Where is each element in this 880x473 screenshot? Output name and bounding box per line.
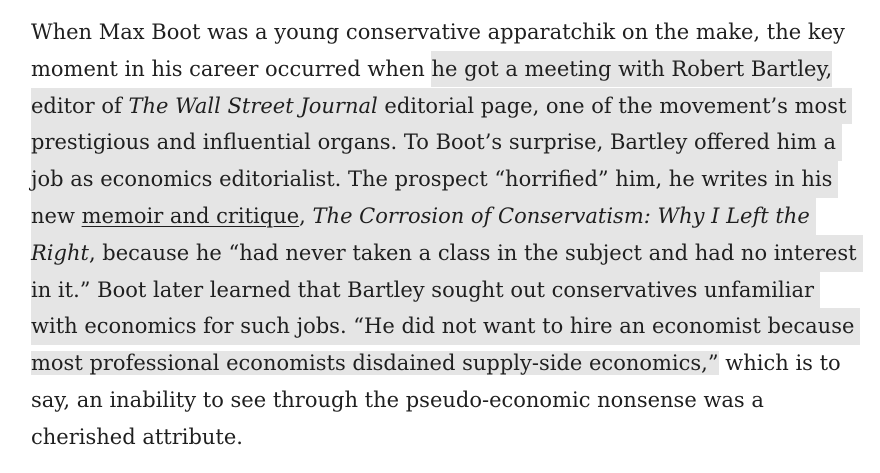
highlighted-text[interactable]: he got a meeting with Robert Bartley, <box>431 51 832 87</box>
highlighted-text[interactable] <box>31 198 816 235</box>
text-line-5 <box>31 161 871 198</box>
plain-text: moment in his career occurred when <box>31 56 432 81</box>
text-line-7 <box>31 235 871 272</box>
highlighted-text[interactable]: in it.” Boot later learned that Bartley sought out conservatives unfamiliar <box>31 272 820 309</box>
text-line-6 <box>31 198 871 235</box>
memoir-link[interactable]: memoir and critique <box>81 203 300 228</box>
text-line-8 <box>31 272 871 309</box>
text-line-10 <box>31 345 871 382</box>
plain-text: When Max Boot was a young conservative apparatchik on the make, the key <box>31 20 845 44</box>
book-title-end: Right <box>31 240 89 265</box>
plain-text: which is to <box>718 351 841 376</box>
highlight-segment: new <box>31 203 82 228</box>
plain-text: say, an inability to see through the pseudo-economic nonsense was a <box>31 387 764 412</box>
plain-text: cherished attribute. <box>31 424 243 449</box>
text-line-11 <box>31 382 871 419</box>
highlight-segment: editor of <box>31 93 129 118</box>
highlighted-text[interactable]: job as economics editorialist. The prospect “horrified” him, he writes in his <box>31 161 838 198</box>
highlight-segment: , because he “had never taken a class in the subject and had no interest <box>88 240 857 265</box>
highlighted-text[interactable] <box>31 235 863 272</box>
highlight-segment: editorial page, one of the movement’s most <box>377 93 847 118</box>
text-line-9 <box>31 308 871 345</box>
text-line-2 <box>31 51 871 88</box>
highlighted-text[interactable]: prestigious and influential organs. To Boot’s surprise, Bartley offered him a <box>31 124 842 161</box>
highlight-segment: , <box>299 203 313 228</box>
highlighted-text[interactable] <box>31 88 852 125</box>
book-title: The Corrosion of Conservatism: Why I Left the <box>312 203 810 228</box>
highlighted-text[interactable]: most professional economists disdained supply-side economics,” <box>31 351 719 376</box>
text-line-4 <box>31 124 871 161</box>
text-line-12 <box>31 419 871 456</box>
publication-title: The Wall Street Journal <box>128 93 378 118</box>
highlighted-text[interactable]: with economics for such jobs. “He did not want to hire an economist because <box>31 308 860 345</box>
text-line-3 <box>31 88 871 125</box>
text-line-1 <box>31 14 871 51</box>
article-paragraph <box>31 14 871 456</box>
